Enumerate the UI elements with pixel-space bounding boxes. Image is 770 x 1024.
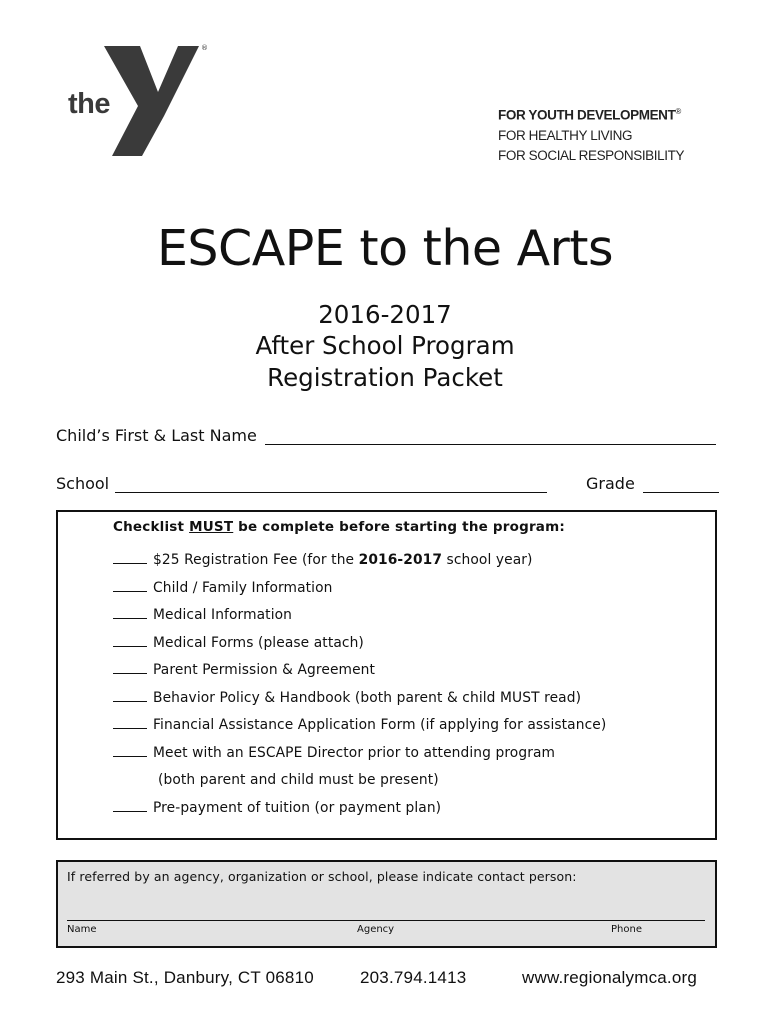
tagline-line-3: FOR SOCIAL RESPONSIBILITY: [498, 147, 685, 163]
referral-input-line[interactable]: [67, 920, 705, 921]
subtitle-packet: Registration Packet: [267, 363, 503, 392]
child-name-input-line[interactable]: [265, 428, 716, 445]
subtitle-year: 2016-2017: [318, 300, 452, 329]
checklist-item-medical-info: [113, 607, 606, 635]
meet-text: Meet with an ESCAPE Director prior to attending program: [153, 744, 556, 761]
grade-input-line[interactable]: [643, 476, 719, 493]
checklist: [113, 552, 606, 827]
checklist-item-financial: [113, 717, 606, 745]
meet-cont-text: (both parent and child must be present): [158, 772, 439, 788]
child-name-field: [56, 426, 716, 445]
footer-address: 293 Main St., Danbury, CT 06810: [56, 968, 314, 987]
tagline-line-1: FOR YOUTH DEVELOPMENT: [498, 107, 676, 123]
checklist-item-meet-continued: [113, 772, 606, 800]
referral-phone-label: Phone: [611, 924, 642, 935]
checklist-heading-post: be complete before starting the program:: [233, 519, 565, 535]
referral-agency-label: Agency: [357, 924, 395, 935]
fee-year: 2016-2017: [358, 552, 443, 568]
subtitle-program: After School Program: [255, 331, 515, 360]
checklist-blank[interactable]: [113, 636, 147, 647]
family-text: Child / Family Information: [153, 579, 333, 596]
child-name-label: Child’s First & Last Name: [56, 426, 257, 445]
checklist-item-medical-forms: [113, 635, 606, 663]
checklist-box: [56, 510, 717, 840]
school-input-line[interactable]: [115, 476, 547, 493]
prepay-text: Pre-payment of tuition (or payment plan): [153, 799, 442, 816]
school-field: [56, 474, 547, 493]
ymca-logo: [66, 44, 216, 164]
ymca-mark-text: YMCA: [156, 125, 176, 151]
grade-label: Grade: [586, 474, 635, 493]
checklist-heading: [113, 519, 565, 535]
referral-box: [56, 860, 717, 948]
checklist-blank[interactable]: [113, 608, 147, 619]
financial-text: Financial Assistance Application Form (if applying for assistance): [153, 717, 607, 733]
checklist-blank[interactable]: [113, 581, 147, 592]
fee-text: $25 Registration Fee (for the: [153, 552, 359, 568]
checklist-item-fee: [113, 552, 606, 580]
footer-phone: 203.794.1413: [360, 968, 467, 987]
medical-info-text: Medical Information: [153, 607, 293, 623]
ymca-y-mark: [102, 44, 202, 159]
tagline-registered-mark: ®: [675, 107, 681, 116]
checklist-blank[interactable]: [113, 718, 147, 729]
school-label: School: [56, 474, 110, 493]
page-title: ESCAPE to the Arts: [156, 220, 614, 277]
grade-field: [586, 474, 719, 493]
tagline-line-2: FOR HEALTHY LIVING: [498, 127, 633, 143]
checklist-blank[interactable]: [113, 663, 147, 674]
medical-forms-text: Medical Forms (please attach): [153, 634, 364, 651]
checklist-heading-pre: Checklist: [113, 519, 190, 535]
fee-text-end: school year): [442, 552, 533, 568]
checklist-blank[interactable]: [113, 691, 147, 702]
checklist-blank[interactable]: [113, 746, 147, 757]
referral-question: If referred by an agency, organization or school, please indicate contact person:: [67, 869, 577, 884]
checklist-item-behavior: [113, 690, 606, 718]
permission-text: Parent Permission & Agreement: [153, 662, 376, 678]
tagline: [498, 102, 684, 166]
checklist-item-meet: [113, 745, 606, 773]
checklist-heading-must: MUST: [189, 519, 234, 535]
checklist-blank[interactable]: [113, 801, 147, 812]
footer-website: www.regionalymca.org: [522, 968, 698, 987]
checklist-item-family: [113, 580, 606, 608]
logo-registered-mark: ®: [201, 44, 208, 52]
checklist-blank[interactable]: [113, 553, 147, 564]
referral-name-label: Name: [67, 924, 97, 935]
behavior-text: Behavior Policy & Handbook (both parent & child MUST read): [153, 689, 582, 706]
logo-word-the: the: [68, 88, 110, 120]
checklist-item-permission: [113, 662, 606, 690]
checklist-item-prepay: [113, 800, 606, 828]
